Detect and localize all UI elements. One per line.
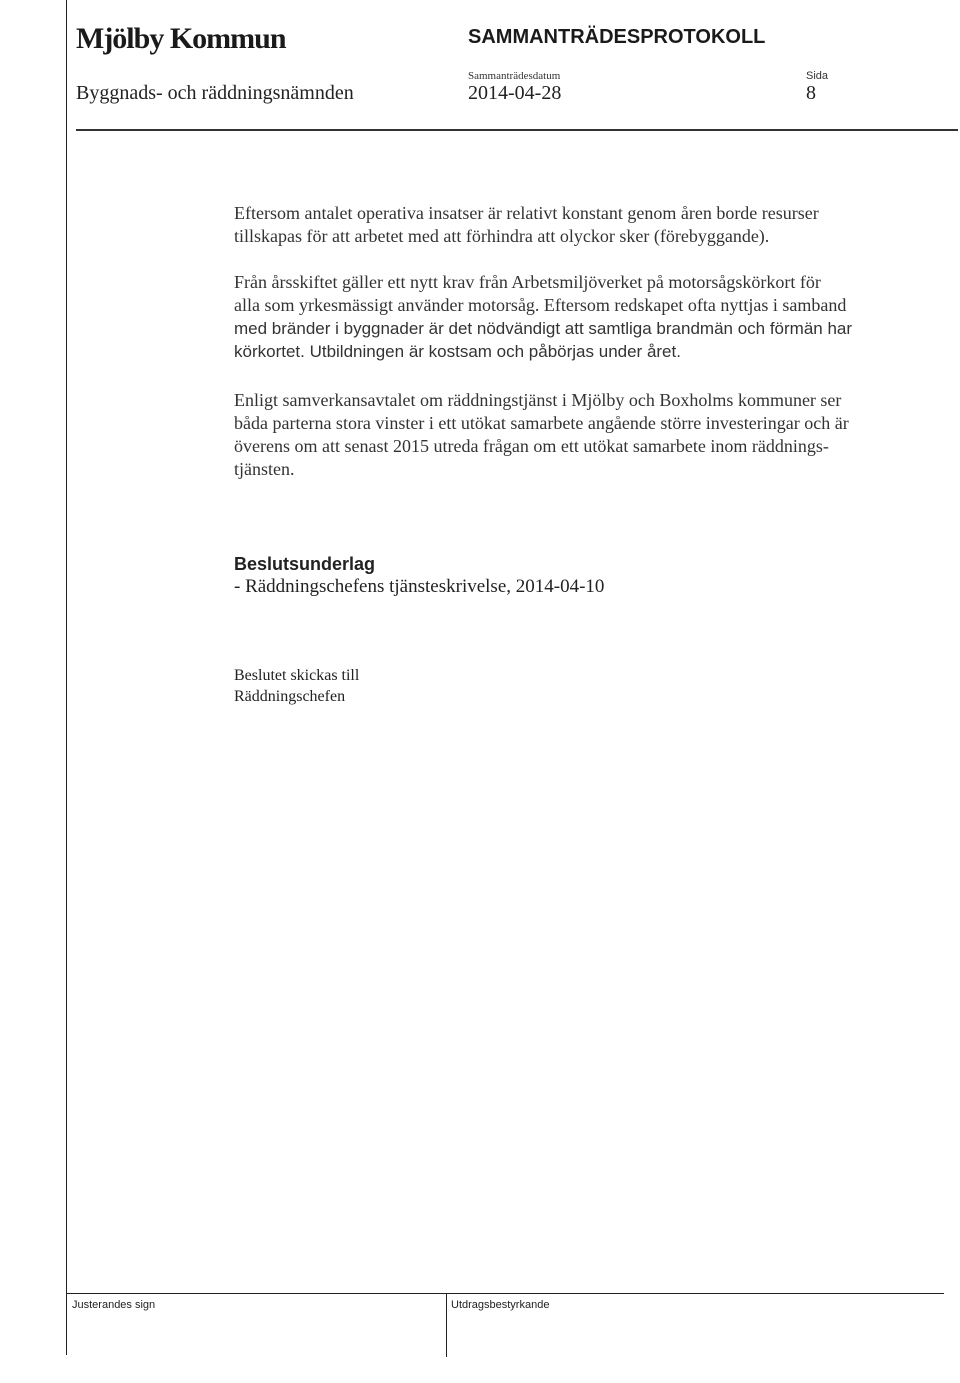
sent-to-label: Beslutet skickas till <box>234 667 360 684</box>
paragraph-line: Enligt samverkansavtalet om räddningstjänst i Mjölby och Boxholms kommuner ser <box>234 390 842 410</box>
paragraph-line: båda parterna stora vinster i ett utökat samarbete angående större investeringar och är <box>234 413 849 433</box>
paragraph-chainsaw-license <box>234 271 934 363</box>
decision-basis-item: - Räddningschefens tjänsteskrivelse, 2014-04-10 <box>234 576 605 597</box>
paragraph-line: tjänsten. <box>234 459 295 479</box>
paragraph-line: överens om att senast 2015 utreda frågan om ett utökat samarbete inom räddnings- <box>234 436 829 456</box>
meeting-date: 2014-04-28 <box>468 82 562 104</box>
paragraph-line: med bränder i byggnader är det nödvändigt att samtliga brandmän och förmän har <box>234 319 853 338</box>
footer-divider <box>66 1293 944 1294</box>
meeting-date-label: Sammanträdesdatum <box>468 70 561 82</box>
committee-name: Byggnads- och räddningsnämnden <box>76 82 354 104</box>
signature-field-label: Justerandes sign <box>72 1299 156 1311</box>
certification-field-label: Utdragsbestyrkande <box>451 1299 550 1311</box>
paragraph-line: Från årsskiftet gäller ett nytt krav från Arbetsmiljöverket på motorsågskörkort för <box>234 272 821 292</box>
left-margin-rule <box>66 0 67 1355</box>
document-type: SAMMANTRÄDESPROTOKOLL <box>468 26 766 48</box>
paragraph-line: alla som yrkesmässigt använder motorsåg. Eftersom redskapet ofta nyttjas i samband <box>234 295 847 315</box>
org-name: Mjölby Kommun <box>76 22 286 55</box>
paragraph-cooperation <box>234 389 934 481</box>
decision-basis-heading: Beslutsunderlag <box>234 554 376 574</box>
header-divider <box>76 129 958 131</box>
page-number: 8 <box>806 82 816 104</box>
paragraph-line: Eftersom antalet operativa insatser är relativt konstant genom åren borde resurser <box>234 203 819 223</box>
page-label: Sida <box>806 70 829 82</box>
paragraph-line: körkortet. Utbildningen är kostsam och påbörjas under året. <box>234 342 681 361</box>
paragraph-resources <box>234 202 934 248</box>
paragraph-line: tillskapas för att arbetet med att förhindra att olyckor sker (förebyggande). <box>234 226 770 246</box>
sent-to-recipient: Räddningschefen <box>234 688 346 705</box>
footer-column-divider <box>446 1293 447 1357</box>
